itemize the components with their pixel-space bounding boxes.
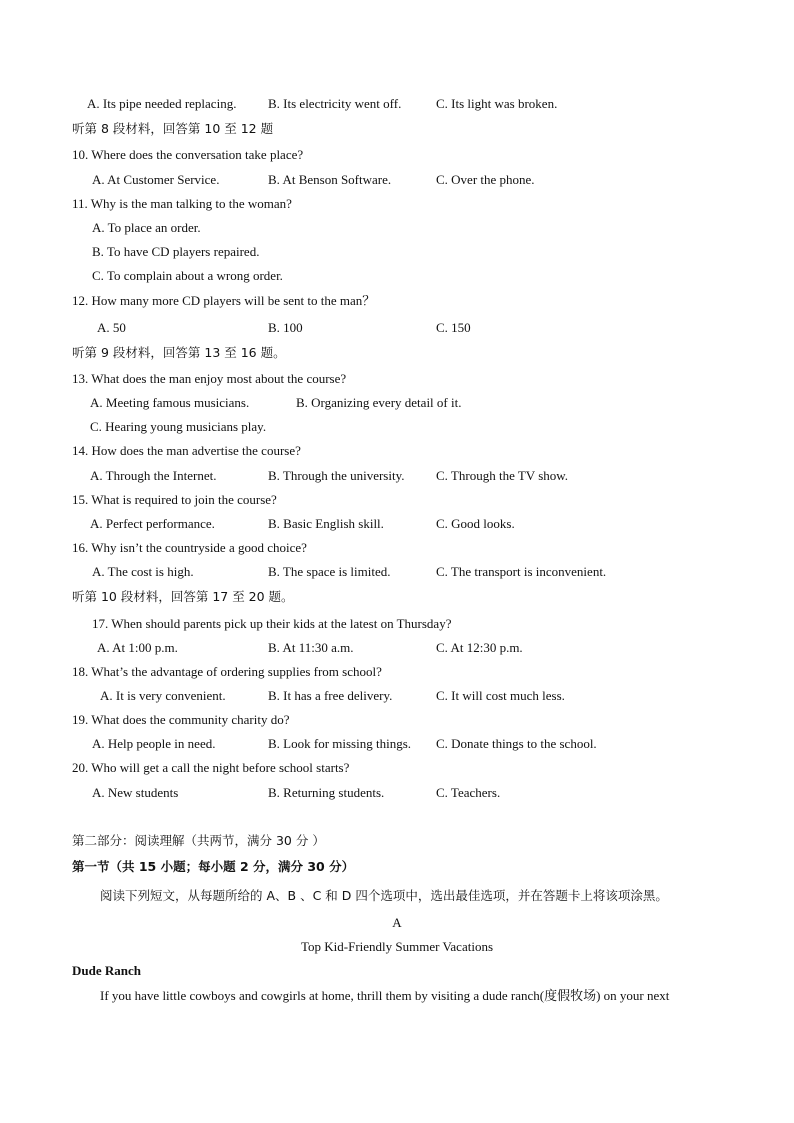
section-9-instruction: 听第 9 段材料，回答第 13 至 16 题。 — [72, 345, 286, 360]
part2-instructions: 阅读下列短文，从每题所给的 A、B 、C 和 D 四个选项中，选出最佳选项，并在答题卡上将该项涂黑。 — [100, 888, 668, 903]
q12-option-a: A. 50 — [97, 320, 126, 335]
q19-option-b: B. Look for missing things. — [268, 736, 412, 751]
q20-option-b: B. Returning students. — [268, 785, 385, 800]
q11-question: 11. Why is the man talking to the woman? — [72, 196, 292, 211]
q20-option-a: A. New students — [92, 785, 179, 800]
q13-question: 13. What does the man enjoy most about the course? — [72, 371, 347, 386]
q12-option-b: B. 100 — [268, 320, 303, 335]
q15-question: 15. What is required to join the course? — [72, 492, 277, 507]
passage-title: Top Kid-Friendly Summer Vacations — [300, 939, 494, 954]
q19-option-c: C. Donate things to the school. — [436, 736, 597, 751]
q20-option-c: C. Teachers. — [436, 785, 501, 800]
passage-letter: A — [392, 915, 402, 930]
q20-question: 20. Who will get a call the night before school starts? — [72, 760, 350, 775]
q19-option-a: A. Help people in need. — [92, 736, 216, 751]
q10-option-c: C. Over the phone. — [436, 172, 535, 187]
q16-option-c: C. The transport is inconvenient. — [436, 564, 607, 579]
q16-option-b: B. The space is limited. — [268, 564, 391, 579]
q19-question: 19. What does the community charity do? — [72, 712, 290, 727]
q14-option-c: C. Through the TV show. — [436, 468, 569, 483]
q12-question: 12. How many more CD players will be sent to the man？ — [72, 293, 376, 308]
q11-option-b: B. To have CD players repaired. — [92, 244, 260, 259]
passage-paragraph: If you have little cowboys and cowgirls at home, thrill them by visiting a dude ranch(度假牧场) on your next — [100, 988, 670, 1003]
q17-question: 17. When should parents pick up their kids at the latest on Thursday? — [92, 616, 452, 631]
q13-option-c: C. Hearing young musicians play. — [90, 419, 267, 434]
q11-option-c: C. To complain about a wrong order. — [92, 268, 283, 283]
section-10-instruction: 听第 10 段材料，回答第 17 至 20 题。 — [72, 589, 294, 604]
part2-heading: 第二部分：阅读理解（共两节，满分 30 分 ） — [72, 833, 325, 848]
q14-question: 14. How does the man advertise the course? — [72, 443, 301, 458]
q13-option-a: A. Meeting famous musicians. — [90, 395, 250, 410]
q17-option-b: B. At 11:30 a.m. — [268, 640, 354, 655]
q11-option-a: A. To place an order. — [92, 220, 201, 235]
q13-option-b: B. Organizing every detail of it. — [296, 395, 462, 410]
q15-option-a: A. Perfect performance. — [90, 516, 215, 531]
q9-option-c: C. Its light was broken. — [436, 96, 558, 111]
part2-section1-heading: 第一节（共 15 小题；每小题 2 分，满分 30 分） — [72, 859, 355, 874]
q10-option-a: A. At Customer Service. — [92, 172, 220, 187]
q15-option-c: C. Good looks. — [436, 516, 515, 531]
q15-option-b: B. Basic English skill. — [268, 516, 384, 531]
q9-option-a: A. Its pipe needed replacing. — [87, 96, 237, 111]
passage-subheading: Dude Ranch — [72, 963, 141, 978]
q10-option-b: B. At Benson Software. — [268, 172, 392, 187]
section-8-instruction: 听第 8 段材料，回答第 10 至 12 题 — [72, 121, 274, 136]
q18-option-a: A. It is very convenient. — [100, 688, 226, 703]
q18-question: 18. What’s the advantage of ordering supplies from school? — [72, 664, 382, 679]
q12-option-c: C. 150 — [436, 320, 471, 335]
q17-option-a: A. At 1:00 p.m. — [97, 640, 178, 655]
q17-option-c: C. At 12:30 p.m. — [436, 640, 523, 655]
q14-option-b: B. Through the university. — [268, 468, 405, 483]
q18-option-b: B. It has a free delivery. — [268, 688, 393, 703]
q18-option-c: C. It will cost much less. — [436, 688, 565, 703]
q9-option-b: B. Its electricity went off. — [268, 96, 402, 111]
q16-question: 16. Why isn’t the countryside a good choice? — [72, 540, 307, 555]
q10-question: 10. Where does the conversation take place? — [72, 147, 304, 162]
q14-option-a: A. Through the Internet. — [90, 468, 217, 483]
q16-option-a: A. The cost is high. — [92, 564, 194, 579]
